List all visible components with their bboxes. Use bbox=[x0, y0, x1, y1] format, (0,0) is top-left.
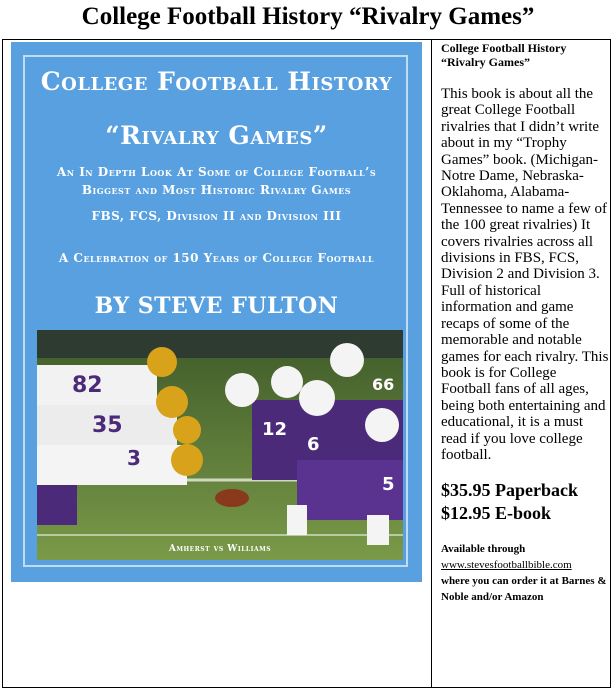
football bbox=[215, 489, 249, 507]
football-line-photo bbox=[37, 330, 403, 560]
cover-photo bbox=[37, 330, 403, 560]
svg-text:82: 82 bbox=[72, 373, 103, 398]
page-title: College Football History “Rivalry Games” bbox=[81, 3, 535, 30]
column-divider bbox=[431, 39, 432, 688]
book-details bbox=[441, 41, 609, 605]
svg-text:5: 5 bbox=[382, 474, 395, 495]
svg-text:35: 35 bbox=[92, 413, 123, 438]
available-label: Available through bbox=[441, 543, 526, 556]
price-paperback: $35.95 Paperback bbox=[441, 480, 578, 501]
details-heading bbox=[441, 41, 609, 69]
cover-tagline-1: An In Depth Look At Some of College Football’s bbox=[56, 165, 377, 179]
details-heading-line-1: College Football History bbox=[441, 41, 567, 55]
photo-caption: Amherst vs Williams bbox=[168, 544, 272, 554]
order-text: where you can order it at Barnes & Noble and/or Amazon bbox=[441, 575, 607, 604]
details-heading-line-2: “Rivalry Games” bbox=[441, 55, 530, 69]
cover-subtitle: “Rivalry Games” bbox=[105, 121, 328, 150]
price-ebook: $12.95 E-book bbox=[441, 503, 552, 524]
svg-text:66: 66 bbox=[372, 375, 395, 394]
cover-divisions: FBS, FCS, Division II and Division III bbox=[91, 209, 342, 223]
book-description: This book is about all the great College Football rivalries that I didn’t write about in my “Trophy Games” book. (Michigan-Notre Dame, Nebraska-Oklahoma, Alabama-Tennessee to name a few of the 100 great rivalries) It covers rivalries across all divisions in FBS, FCS, Division 2 and Division 3. Full of historical information and game recaps of some of the memorable and notable games for each rivalry. This book is for College Football fans of all ages, being both entertaining and educational, it is a must read if you love college football. bbox=[441, 86, 609, 463]
price-list bbox=[441, 479, 609, 525]
cover-author: BY STEVE FULTON bbox=[94, 293, 339, 319]
svg-text:3: 3 bbox=[127, 446, 141, 470]
cover-tagline-2: Biggest and Most Historic Rivalry Games bbox=[81, 183, 352, 197]
availability bbox=[441, 541, 609, 605]
cover-celebration: A Celebration of 150 Years of College Football bbox=[58, 251, 375, 265]
cover-title: College Football History bbox=[40, 67, 393, 96]
svg-text:12: 12 bbox=[262, 419, 288, 440]
website-link[interactable]: www.stevesfootballbible.com bbox=[441, 559, 572, 572]
svg-text:6: 6 bbox=[307, 434, 320, 455]
